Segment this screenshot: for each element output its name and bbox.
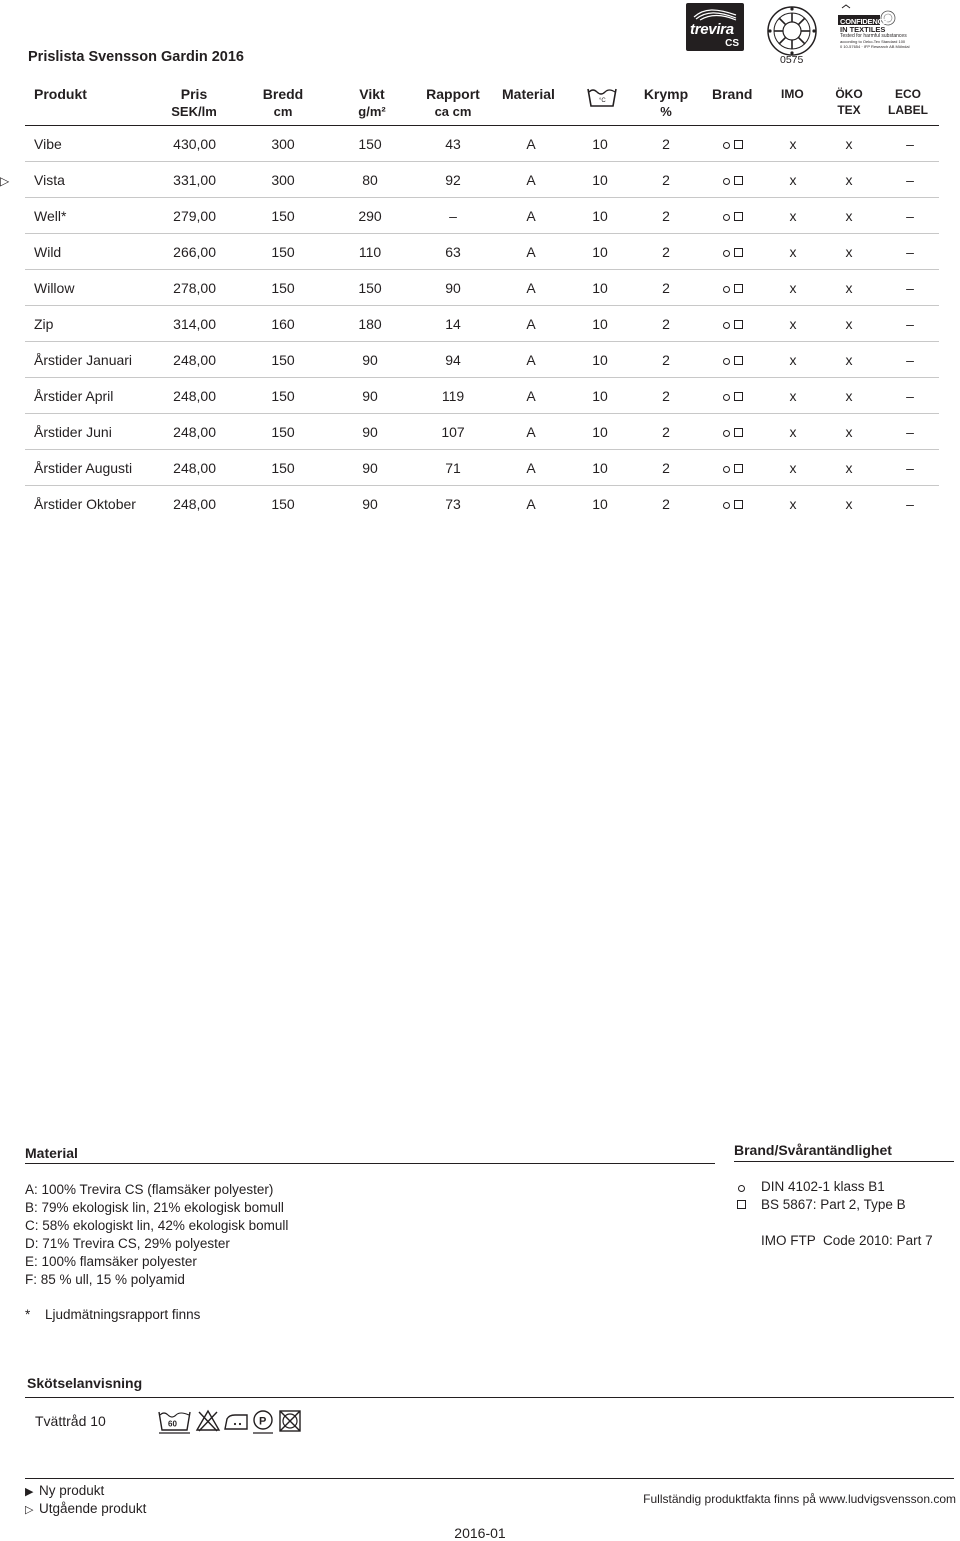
cell-rapport: 90 xyxy=(445,280,461,296)
cell-wash-temp: 10 xyxy=(592,388,608,404)
cell-produkt: Vibe xyxy=(34,136,62,152)
cell-oko: x xyxy=(845,208,853,224)
cell-eco: – xyxy=(906,388,914,404)
care-symbols xyxy=(157,1408,307,1434)
cell-produkt: Årstider Augusti xyxy=(34,460,133,476)
table-row xyxy=(0,306,960,342)
header-vikt xyxy=(342,85,402,121)
material-line: F: 85 % ull, 15 % polyamid xyxy=(25,1272,185,1287)
seal-code: 0575 xyxy=(780,54,804,66)
cell-imo: x xyxy=(789,136,797,152)
cell-material: A xyxy=(526,460,536,476)
cell-bredd: 160 xyxy=(271,316,295,332)
cell-produkt: Årstider Oktober xyxy=(34,496,136,512)
cell-rapport: 94 xyxy=(445,352,461,368)
no-tumble-dry-icon xyxy=(280,1411,300,1431)
cell-oko: x xyxy=(845,280,853,296)
cell-vikt: 90 xyxy=(362,460,378,476)
cell-vikt: 90 xyxy=(362,424,378,440)
header-krymp xyxy=(640,85,692,121)
cell-material: A xyxy=(526,208,536,224)
cell-eco: – xyxy=(906,172,914,188)
brand-circle-icon xyxy=(723,430,730,437)
brand-section-divider xyxy=(734,1161,954,1162)
brand-section-title: Brand/Svårantändlighet xyxy=(734,1142,892,1158)
care-section-divider xyxy=(25,1397,954,1398)
table-row xyxy=(0,126,960,162)
cell-material: A xyxy=(526,244,536,260)
cell-krymp: 2 xyxy=(662,244,670,260)
brand-circle-icon xyxy=(723,502,730,509)
table-row xyxy=(0,270,960,306)
cell-vikt: 110 xyxy=(358,244,382,260)
cell-pris: 248,00 xyxy=(173,460,216,476)
no-bleach-icon xyxy=(197,1411,219,1431)
brand-imo-text: IMO FTP Code 2010: Part 7 xyxy=(761,1233,933,1248)
brand-square-icon xyxy=(734,500,743,509)
cell-wash-temp: 10 xyxy=(592,280,608,296)
cell-krymp: 2 xyxy=(662,136,670,152)
cell-pris: 430,00 xyxy=(173,136,216,152)
oeko-line-5: 0 10-57654 · IFP Research AB Mölndal xyxy=(840,44,910,49)
header-oko xyxy=(830,86,868,118)
header-material: Material xyxy=(502,86,555,102)
table-row xyxy=(0,486,960,522)
outgoing-product-marker-icon: ▷ xyxy=(25,1504,34,1516)
cell-material: A xyxy=(526,388,536,404)
header-oko-sub: TEX xyxy=(837,103,861,117)
header-eco-label: ECO xyxy=(894,87,921,101)
brand-square-icon xyxy=(734,176,743,185)
cell-oko: x xyxy=(845,244,853,260)
brand-circle-icon xyxy=(723,250,730,257)
cell-eco: – xyxy=(906,316,914,332)
header-vikt-unit: g/m² xyxy=(358,104,386,119)
brand-square-icon xyxy=(734,428,743,437)
brand-square-icon xyxy=(734,248,743,257)
cell-material: A xyxy=(526,280,536,296)
table-row xyxy=(0,198,960,234)
legend-new-label: Ny produkt xyxy=(39,1483,105,1498)
wash-60-icon xyxy=(159,1412,190,1433)
cell-bredd: 150 xyxy=(271,244,295,260)
brand-square-icon xyxy=(734,320,743,329)
cell-material: A xyxy=(526,424,536,440)
footnote-star: * xyxy=(25,1307,31,1322)
cell-wash-temp: 10 xyxy=(592,496,608,512)
cell-krymp: 2 xyxy=(662,352,670,368)
brand-square-icon xyxy=(734,464,743,473)
cell-oko: x xyxy=(845,424,853,440)
trevira-cs: CS xyxy=(725,38,739,49)
cell-pris: 248,00 xyxy=(173,496,216,512)
cell-oko: x xyxy=(845,352,853,368)
row-status-marker: ▷ xyxy=(0,174,10,188)
table-row xyxy=(0,414,960,450)
table-row xyxy=(0,342,960,378)
care-label: Tvättråd 10 xyxy=(35,1413,106,1429)
cell-pris: 266,00 xyxy=(173,244,216,260)
cell-vikt: 150 xyxy=(358,136,382,152)
svg-text:°C: °C xyxy=(599,98,606,104)
footer-date: 2016-01 xyxy=(454,1525,506,1541)
cell-bredd: 150 xyxy=(271,496,295,512)
cell-produkt: Wild xyxy=(34,244,62,260)
header-krymp-label: Krymp xyxy=(643,86,689,102)
cell-bredd: 150 xyxy=(271,352,295,368)
material-line: C: 58% ekologiskt lin, 42% ekologisk bomull xyxy=(25,1218,289,1233)
cell-wash-temp: 10 xyxy=(592,244,608,260)
oeko-line-2: IN TEXTILES xyxy=(840,25,886,34)
cell-material: A xyxy=(526,496,536,512)
brand-circle-icon xyxy=(723,286,730,293)
cell-imo: x xyxy=(789,424,797,440)
header-pris-label: Pris xyxy=(180,86,208,102)
cell-pris: 279,00 xyxy=(173,208,216,224)
cell-krymp: 2 xyxy=(662,496,670,512)
cell-imo: x xyxy=(789,496,797,512)
cell-krymp: 2 xyxy=(662,316,670,332)
material-section-divider xyxy=(25,1163,715,1164)
legend-square-icon xyxy=(737,1200,746,1209)
legend-circle-icon xyxy=(738,1185,745,1192)
cell-wash-temp: 10 xyxy=(592,172,608,188)
cell-wash-temp: 10 xyxy=(592,316,608,332)
footnote-text: Ljudmätningsrapport finns xyxy=(45,1307,201,1322)
cell-imo: x xyxy=(789,460,797,476)
trevira-name: trevira xyxy=(690,21,734,38)
cell-imo: x xyxy=(789,352,797,368)
header-eco-sub: LABEL xyxy=(888,103,928,117)
cell-bredd: 300 xyxy=(271,136,295,152)
cell-bredd: 150 xyxy=(271,424,295,440)
cell-rapport: 71 xyxy=(445,460,461,476)
cell-pris: 278,00 xyxy=(173,280,216,296)
footer-divider xyxy=(25,1478,954,1479)
cell-wash-temp: 10 xyxy=(592,352,608,368)
cell-material: A xyxy=(526,352,536,368)
cell-krymp: 2 xyxy=(662,208,670,224)
cell-wash-temp: 10 xyxy=(592,208,608,224)
cell-produkt: Willow xyxy=(34,280,75,296)
material-section-title: Material xyxy=(25,1145,78,1161)
material-line: A: 100% Trevira CS (flamsäker polyester) xyxy=(25,1182,274,1197)
cell-eco: – xyxy=(906,280,914,296)
header-pris-unit: SEK/lm xyxy=(171,104,217,119)
cell-oko: x xyxy=(845,316,853,332)
cell-imo: x xyxy=(789,208,797,224)
cell-krymp: 2 xyxy=(662,172,670,188)
brand-circle-icon xyxy=(723,394,730,401)
material-line: D: 71% Trevira CS, 29% polyester xyxy=(25,1236,230,1251)
cell-produkt: Årstider Januari xyxy=(34,352,133,368)
cell-bredd: 150 xyxy=(271,460,295,476)
cell-produkt: Vista xyxy=(34,172,65,188)
cell-produkt: Årstider Juni xyxy=(34,424,112,440)
header-produkt: Produkt xyxy=(34,86,87,102)
cell-krymp: 2 xyxy=(662,460,670,476)
cell-rapport: 92 xyxy=(445,172,461,188)
header-bredd-label: Bredd xyxy=(262,86,304,102)
oeko-line-1: CONFIDENCE xyxy=(840,17,888,26)
cell-rapport: 119 xyxy=(441,388,465,404)
trevira-logo xyxy=(686,3,744,51)
cell-bredd: 150 xyxy=(271,388,295,404)
cell-eco: – xyxy=(906,460,914,476)
cell-oko: x xyxy=(845,496,853,512)
brand-circle-icon xyxy=(723,142,730,149)
oeko-line-3: Tested for harmful substances xyxy=(840,33,907,39)
header-pris xyxy=(166,85,222,121)
brand-circle-icon xyxy=(723,214,730,221)
dryclean-p-icon xyxy=(253,1411,273,1433)
care-section-title: Skötselanvisning xyxy=(27,1375,143,1391)
cell-oko: x xyxy=(845,460,853,476)
header-bredd-unit: cm xyxy=(273,104,293,119)
table-row xyxy=(0,162,960,198)
brand-circle-text: DIN 4102-1 klass B1 xyxy=(761,1179,885,1194)
cell-material: A xyxy=(526,172,536,188)
cell-imo: x xyxy=(789,316,797,332)
material-line: B: 79% ekologisk lin, 21% ekologisk bomull xyxy=(25,1200,284,1215)
cell-rapport: 43 xyxy=(445,136,461,152)
new-product-marker-icon: ▶ xyxy=(25,1486,34,1498)
header-rapport xyxy=(420,85,486,121)
header-eco xyxy=(884,86,932,118)
cell-wash-temp: 10 xyxy=(592,136,608,152)
cell-krymp: 2 xyxy=(662,280,670,296)
cell-rapport: 73 xyxy=(445,496,461,512)
cell-material: A xyxy=(526,136,536,152)
cell-imo: x xyxy=(789,388,797,404)
cell-eco: – xyxy=(906,244,914,260)
brand-circle-icon xyxy=(723,466,730,473)
oeko-tex-logo xyxy=(830,4,910,49)
cell-eco: – xyxy=(906,208,914,224)
brand-circle-icon xyxy=(723,358,730,365)
cell-oko: x xyxy=(845,136,853,152)
cell-rapport: – xyxy=(449,208,457,224)
wash-tub-icon xyxy=(587,86,617,108)
cell-material: A xyxy=(526,316,536,332)
brand-square-icon xyxy=(734,140,743,149)
trevira-wave-icon xyxy=(692,7,738,21)
header-bredd xyxy=(252,85,314,121)
header-vikt-label: Vikt xyxy=(359,86,385,102)
brand-square-text: BS 5867: Part 2, Type B xyxy=(761,1197,906,1212)
header-brand: Brand xyxy=(712,86,753,102)
certification-seal-icon xyxy=(765,4,819,58)
brand-square-icon xyxy=(734,212,743,221)
cell-vikt: 90 xyxy=(362,388,378,404)
header-rapport-unit: ca cm xyxy=(434,104,472,119)
cell-produkt: Årstider April xyxy=(34,388,114,404)
cell-imo: x xyxy=(789,172,797,188)
cell-bredd: 150 xyxy=(271,208,295,224)
cell-wash-temp: 10 xyxy=(592,424,608,440)
header-krymp-unit: % xyxy=(660,104,672,119)
cell-krymp: 2 xyxy=(662,388,670,404)
cell-vikt: 90 xyxy=(362,352,378,368)
material-line: E: 100% flamsäker polyester xyxy=(25,1254,197,1269)
table-row xyxy=(0,378,960,414)
cell-vikt: 290 xyxy=(358,208,382,224)
cell-imo: x xyxy=(789,244,797,260)
brand-circle-icon xyxy=(723,178,730,185)
cell-wash-temp: 10 xyxy=(592,460,608,476)
cell-rapport: 107 xyxy=(441,424,465,440)
oeko-line-4: according to Oeko-Tex Standard 100 xyxy=(840,39,906,44)
brand-circle-icon xyxy=(723,322,730,329)
cell-vikt: 180 xyxy=(358,316,382,332)
cell-eco: – xyxy=(906,496,914,512)
cell-eco: – xyxy=(906,352,914,368)
document-title: Prislista Svensson Gardin 2016 xyxy=(28,49,244,65)
cell-bredd: 150 xyxy=(271,280,295,296)
cell-vikt: 150 xyxy=(358,280,382,296)
dryclean-text: P xyxy=(259,1415,267,1428)
legend-new-product xyxy=(25,1483,104,1498)
cell-pris: 331,00 xyxy=(173,172,216,188)
cell-oko: x xyxy=(845,388,853,404)
cell-rapport: 63 xyxy=(445,244,461,260)
cell-pris: 248,00 xyxy=(173,352,216,368)
cell-rapport: 14 xyxy=(445,316,461,332)
cell-produkt: Zip xyxy=(34,316,54,332)
legend-outgoing-product xyxy=(25,1501,146,1516)
brand-square-icon xyxy=(734,392,743,401)
cell-eco: – xyxy=(906,136,914,152)
cell-krymp: 2 xyxy=(662,424,670,440)
cell-pris: 314,00 xyxy=(173,316,216,332)
footer-website-note: Fullständig produktfakta finns på www.ludvigsvensson.com xyxy=(643,1492,956,1506)
care-icons xyxy=(157,1408,307,1439)
header-imo: IMO xyxy=(781,87,804,101)
cell-vikt: 80 xyxy=(362,172,378,188)
legend-out-label: Utgående produkt xyxy=(39,1501,147,1516)
cell-vikt: 90 xyxy=(362,496,378,512)
iron-icon xyxy=(225,1415,247,1429)
header-oko-label: ÖKO xyxy=(835,87,863,101)
cell-oko: x xyxy=(845,172,853,188)
header-rapport-label: Rapport xyxy=(426,86,480,102)
cell-bredd: 300 xyxy=(271,172,295,188)
brand-square-icon xyxy=(734,356,743,365)
cell-eco: – xyxy=(906,424,914,440)
cell-imo: x xyxy=(789,280,797,296)
cell-pris: 248,00 xyxy=(173,424,216,440)
table-row xyxy=(0,234,960,270)
cell-pris: 248,00 xyxy=(173,388,216,404)
brand-square-icon xyxy=(734,284,743,293)
table-row xyxy=(0,450,960,486)
cell-produkt: Well* xyxy=(34,208,67,224)
wash-temp-text: 60 xyxy=(168,1419,177,1429)
